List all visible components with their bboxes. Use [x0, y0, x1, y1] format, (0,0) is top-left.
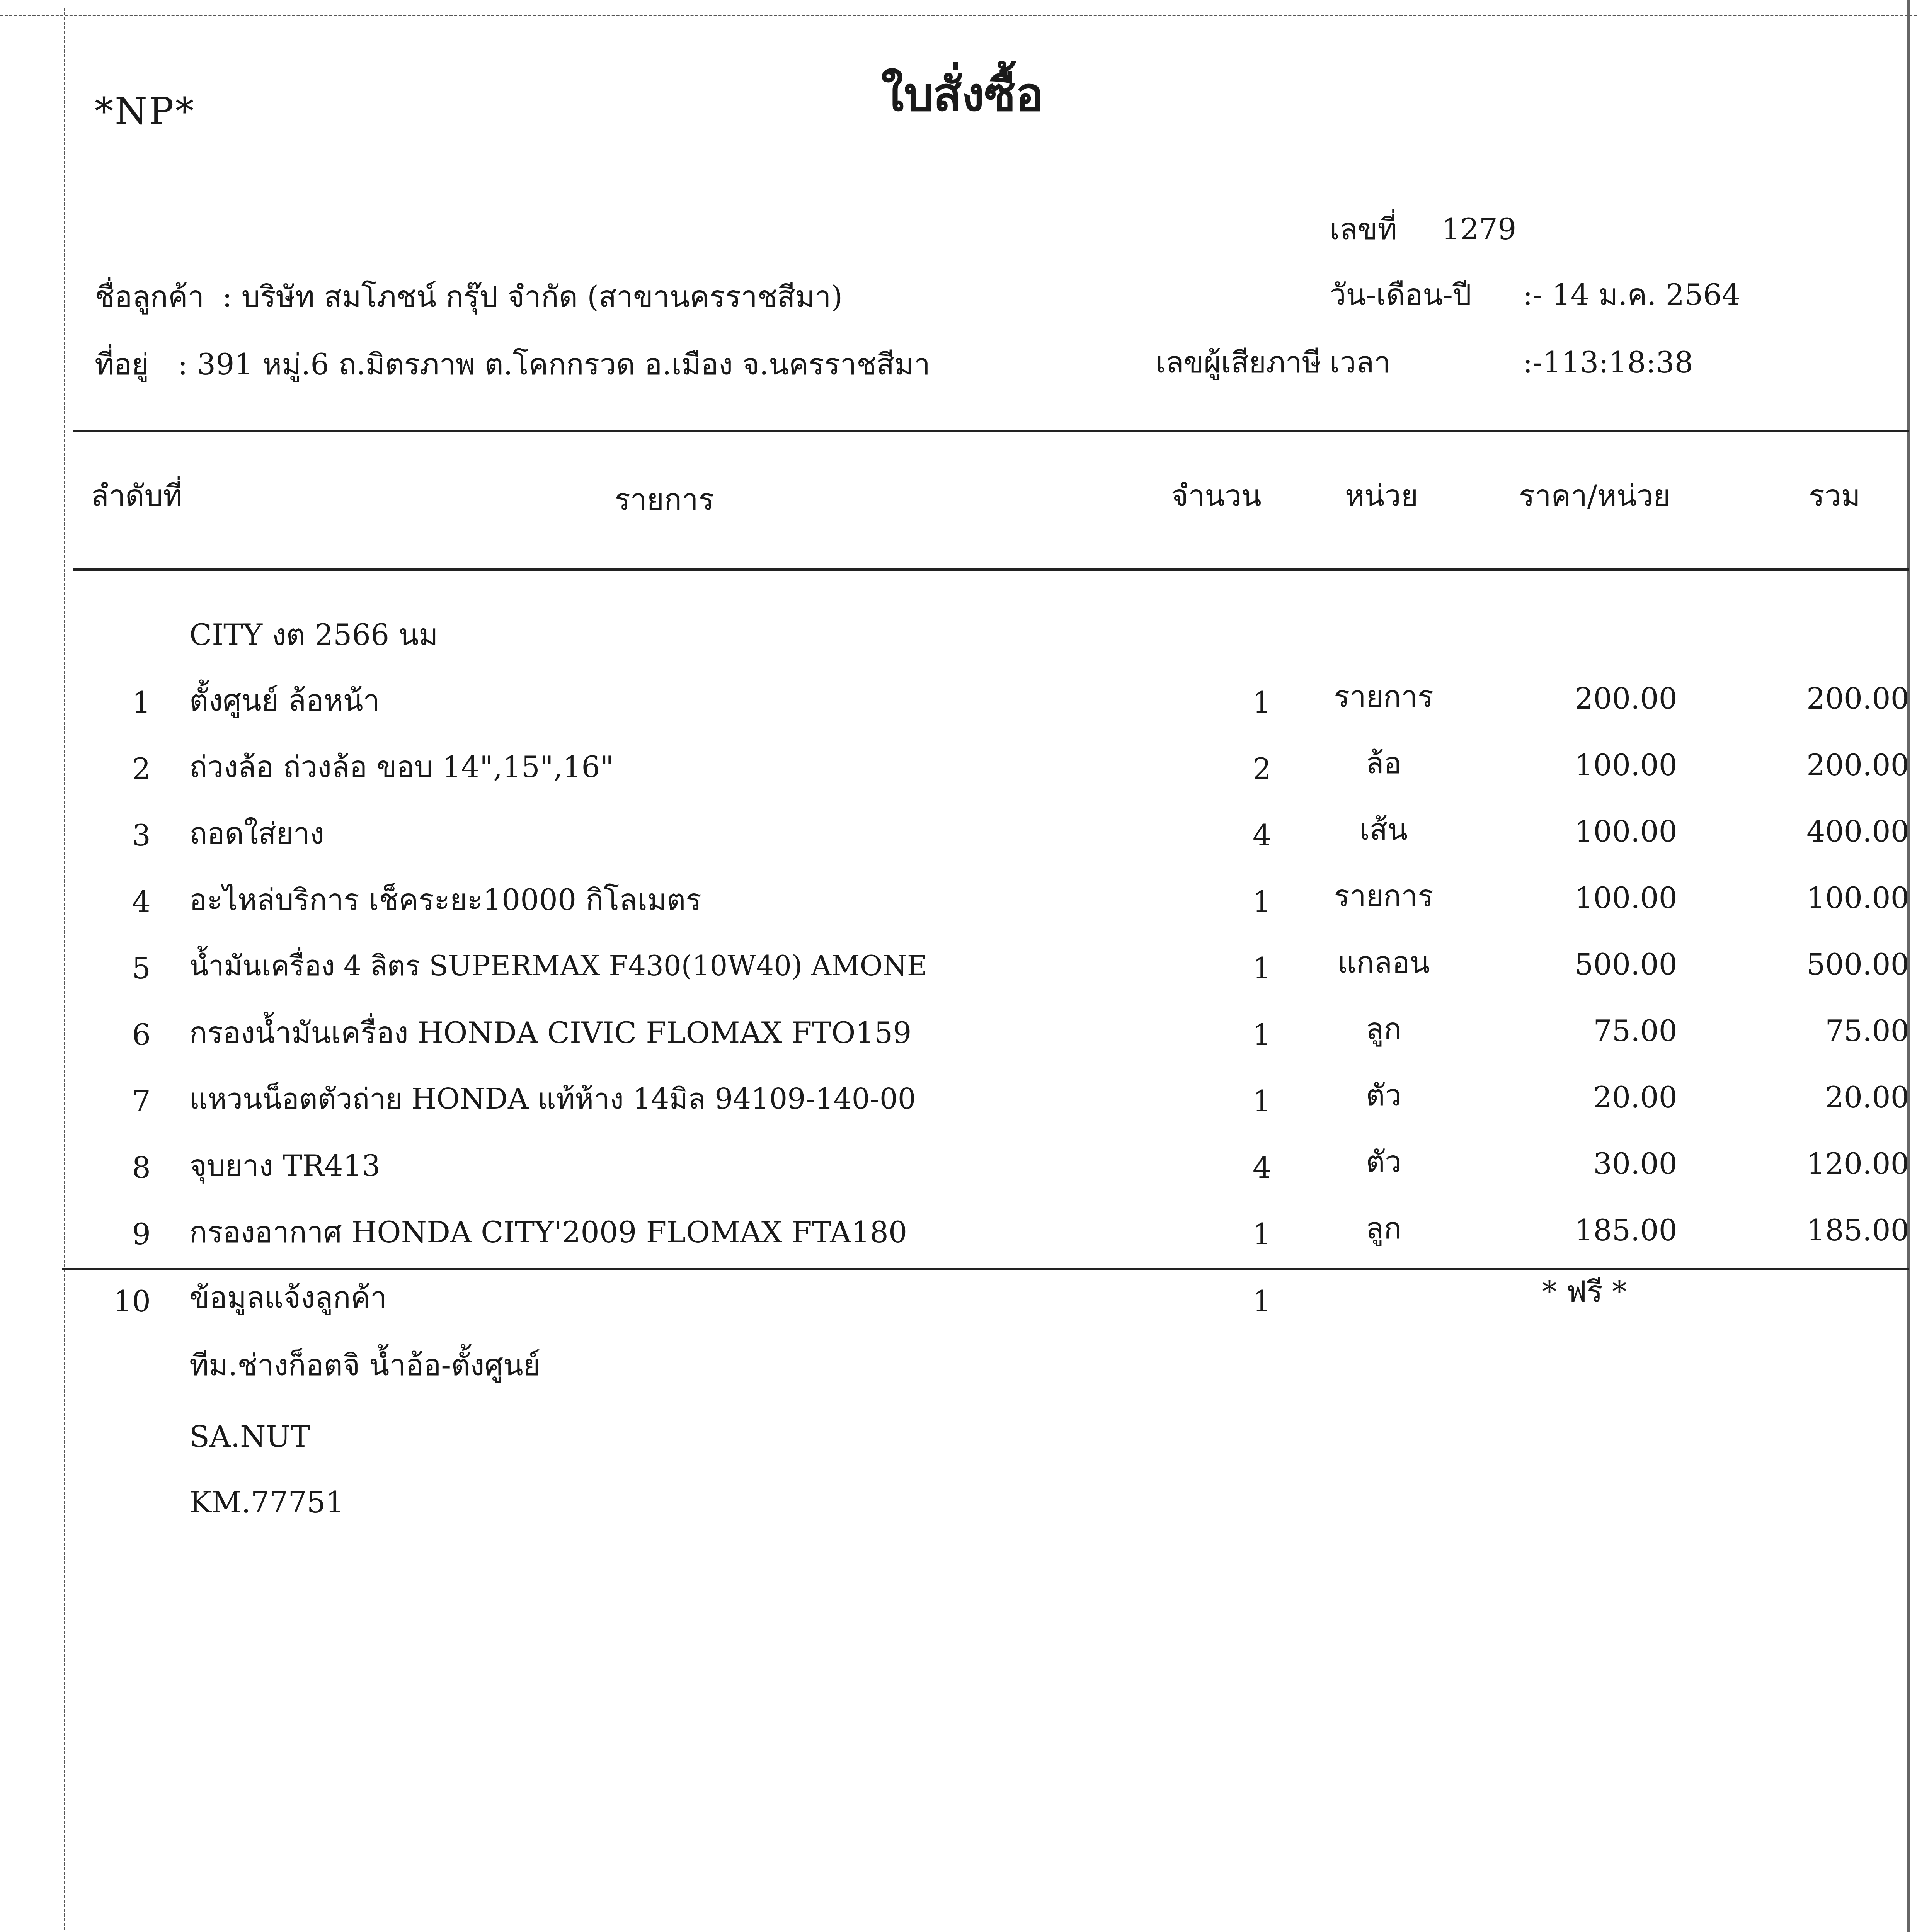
row-total: 100.00: [1806, 881, 1909, 915]
row-qty: 1: [1252, 1284, 1272, 1318]
row-desc: กรองน้ำมันเครื่อง HONDA CIVIC FLOMAX FTO159: [189, 1015, 912, 1050]
row-total: 120.00: [1806, 1146, 1909, 1181]
row-unit: ตัว: [1365, 1078, 1402, 1112]
row-no: 6: [132, 1017, 151, 1052]
row-qty: 4: [1252, 1150, 1272, 1185]
row-desc: ข้อมูลแจ้งลูกค้า: [189, 1280, 387, 1315]
row-price: 100.00: [1575, 881, 1677, 915]
row-no: 5: [132, 951, 151, 985]
row-price: 75.00: [1593, 1014, 1677, 1048]
row-desc: ถ่วงล้อ ถ่วงล้อ ขอบ 14",15",16": [189, 750, 614, 784]
address-value: : 391 หมู่.6 ถ.มิตรภาพ ต.โคกกรวด อ.เมือง จ.นครราชสีมา: [178, 347, 930, 381]
row-desc: ตั้งศูนย์ ล้อหน้า: [189, 683, 380, 718]
row-unit: แกลอน: [1337, 945, 1430, 980]
row-qty: 2: [1252, 752, 1272, 786]
tax-id-label: เลขผู้เสียภาษี: [1156, 345, 1321, 379]
row-unit: ตัว: [1365, 1145, 1402, 1179]
company-mark: *NP*: [95, 90, 196, 133]
row-price: 100.00: [1575, 814, 1677, 849]
row-no: 10: [113, 1284, 151, 1318]
date-value: :- 14 ม.ค. 2564: [1523, 277, 1741, 312]
top-border: [0, 15, 1917, 16]
row-desc: น้ำมันเครื่อง 4 ลิตร SUPERMAX F430(10W40) AMONE: [189, 949, 928, 982]
row-total: 185.00: [1806, 1213, 1909, 1247]
col-header-qty: จำนวน: [1171, 478, 1262, 513]
row-price: * ฟรี *: [1542, 1274, 1627, 1309]
row-price: 185.00: [1575, 1213, 1677, 1247]
col-header-no: ลำดับที่: [91, 478, 182, 513]
row-no: 4: [132, 884, 151, 919]
row-total: 20.00: [1825, 1080, 1909, 1114]
row-price: 30.00: [1593, 1146, 1677, 1181]
address-label: ที่อยู่: [95, 347, 149, 381]
row-desc: ถอดใส่ยาง: [189, 816, 324, 850]
customer-value: : บริษัท สมโภชน์ กรุ๊ป จำกัด (สาขานครราชสีมา): [222, 279, 843, 314]
row-unit: รายการ: [1334, 679, 1433, 714]
vehicle-line: CITY งต 2566 นม: [189, 617, 438, 652]
row-unit: รายการ: [1334, 879, 1433, 913]
col-header-total: รวม: [1809, 478, 1861, 513]
row-qty: 1: [1252, 951, 1272, 985]
row-no: 9: [132, 1217, 151, 1251]
row-total: 200.00: [1806, 748, 1909, 782]
row-desc: กรองอากาศ HONDA CITY'2009 FLOMAX FTA180: [189, 1215, 907, 1249]
row-qty: 1: [1252, 1217, 1272, 1251]
row-unit: เส้น: [1359, 812, 1408, 847]
time-label: เวลา: [1330, 345, 1391, 379]
doc-no: 1279: [1442, 212, 1517, 246]
row-qty: 1: [1252, 1084, 1272, 1118]
row-no: 7: [132, 1084, 151, 1118]
row-divider: [62, 1268, 1909, 1270]
left-border: [64, 8, 65, 1932]
row-no: 3: [132, 818, 151, 852]
column-header-divider: [73, 568, 1909, 571]
row-price: 20.00: [1593, 1080, 1677, 1114]
col-header-desc: รายการ: [615, 482, 714, 517]
col-header-unit: หน่วย: [1345, 478, 1418, 513]
header-divider: [73, 430, 1909, 432]
row-desc: จุบยาง TR413: [189, 1148, 381, 1183]
row-desc: อะไหล่บริการ เช็คระยะ10000 กิโลเมตร: [189, 883, 702, 917]
row-no: 1: [132, 685, 151, 719]
note-line: ทีม.ช่างก็อตจิ น้ำอ้อ-ตั้งศูนย์: [189, 1348, 541, 1382]
row-qty: 4: [1252, 818, 1272, 852]
time-value: :-113:18:38: [1523, 345, 1693, 379]
row-no: 8: [132, 1150, 151, 1185]
row-price: 100.00: [1575, 748, 1677, 782]
date-label: วัน-เดือน-ปี: [1330, 277, 1472, 312]
row-desc: แหวนน็อตตัวถ่าย HONDA แท้ห้าง 14มิล 94109-140-00: [189, 1082, 916, 1116]
row-no: 2: [132, 752, 151, 786]
row-unit: ลูก: [1365, 1211, 1402, 1245]
row-total: 200.00: [1806, 681, 1909, 716]
document-title: ใบสั่งซื้อ: [881, 67, 1044, 122]
row-unit: ล้อ: [1365, 746, 1402, 780]
note-line: KM.77751: [189, 1485, 344, 1519]
row-total: 75.00: [1825, 1014, 1909, 1048]
row-total: 500.00: [1806, 947, 1909, 981]
row-qty: 1: [1252, 1017, 1272, 1052]
row-price: 200.00: [1575, 681, 1677, 716]
row-qty: 1: [1252, 685, 1272, 719]
customer-label: ชื่อลูกค้า: [95, 279, 204, 314]
row-qty: 1: [1252, 884, 1272, 919]
note-line: SA.NUT: [189, 1419, 310, 1454]
row-total: 400.00: [1806, 814, 1909, 849]
row-unit: ลูก: [1365, 1012, 1402, 1046]
col-header-price: ราคา/หน่วย: [1519, 478, 1670, 513]
doc-no-label: เลขที่: [1330, 212, 1397, 246]
row-price: 500.00: [1575, 947, 1677, 981]
